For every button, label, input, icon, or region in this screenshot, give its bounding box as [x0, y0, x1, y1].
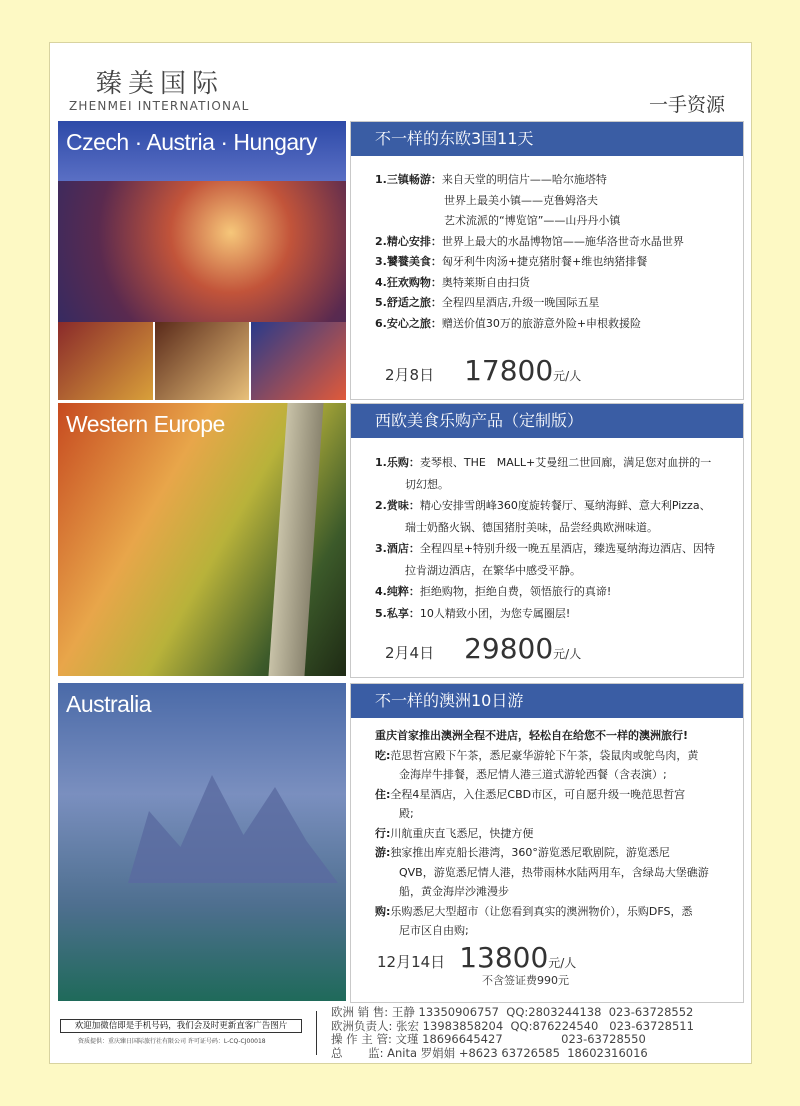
departure-date: 2月4日: [385, 644, 435, 662]
price-unit: 元/人: [553, 647, 582, 661]
logo-chinese: 臻美国际: [96, 69, 225, 99]
tour-card-eastern-europe: [350, 121, 744, 400]
list-item: 行:川航重庆直飞悉尼，快捷方便: [375, 826, 534, 840]
tagline: 一手资源: [648, 94, 725, 116]
price-line: [385, 354, 581, 387]
list-item: 游:独家推出库克船长港湾，360°游览悉尼歌剧院，游览悉尼: [375, 846, 670, 859]
prague-photo: [58, 121, 346, 400]
footer-divider: [316, 1011, 317, 1055]
price-line: [385, 632, 581, 665]
photo-title: Australia: [66, 691, 151, 717]
sydney-photo: [58, 683, 346, 1001]
list-item: 世界上最美小镇——克鲁姆洛夫: [444, 193, 598, 207]
list-item: 艺术流派的“博览馆”——山丹丹小镇: [444, 214, 621, 227]
contact-line: 欧洲 销 售: 王静 13350906757 QQ:2803244138 023-63728552: [331, 1005, 694, 1019]
list-item: 住:全程4星酒店，入住悉尼CBD市区，可自愿升级一晚范思哲宫: [375, 787, 686, 801]
list-item: 拉肯湖边酒店，在繁华中感受平静。: [405, 563, 581, 577]
price-amount: 13800: [459, 941, 549, 974]
list-item: 吃:范思哲宫殿下午茶，悉尼豪华游轮下午茶，袋鼠肉或鸵鸟肉，黄: [375, 748, 699, 762]
list-item: QVB，游览悉尼情人港，热带雨林水陆两用车，含绿岛大堡礁游: [399, 865, 709, 879]
price-unit: 元/人: [553, 369, 582, 383]
contact-list: [331, 1006, 694, 1060]
photo-title: Czech · Austria · Hungary: [66, 129, 317, 155]
visa-note: 不含签证费990元: [482, 974, 569, 987]
gift-photo-strip: [58, 322, 346, 400]
list-item: 1.三镇畅游：来自天堂的明信片——哈尔施塔特: [375, 173, 607, 186]
list-item: 船，黄金海岸沙滩漫步: [399, 885, 509, 898]
brochure-page: [49, 42, 752, 1064]
list-item: 2.精心安排：世界上最大的水晶博物馆——施华洛世奇水晶世界: [375, 234, 684, 248]
contact-line: 欧洲负责人: 张宏 13983858204 QQ:876224540 023-63728511: [331, 1018, 694, 1033]
list-item: 殿;: [399, 807, 414, 820]
tour-items: [351, 156, 743, 334]
price-amount: 29800: [464, 632, 554, 665]
contact-line: 操 作 主 管: 文瑾 18696645427 023-63728550: [331, 1032, 646, 1046]
list-item: 5.舒适之旅：全程四星酒店,升级一晚国际五星: [375, 296, 600, 309]
tour-title: 西欧美食乐购产品（定制版）: [351, 404, 743, 438]
contact-line: 总 监: Anita 罗娟娟 +8623 63726585 18602316016: [331, 1045, 648, 1060]
departure-date: 12月14日: [377, 953, 446, 971]
list-item: 3.饕餮美食：匈牙利牛肉汤+捷克猪肘餐+维也纳猪排餐: [375, 255, 648, 268]
tour-card-western-europe: [350, 403, 744, 678]
list-item: 尼市区自由购;: [399, 924, 469, 937]
tour-items: [351, 718, 743, 941]
departure-date: 2月8日: [385, 366, 435, 384]
list-item: 4.纯粹：拒绝购物，拒绝自费，领悟旅行的真谛!: [375, 585, 612, 598]
list-item: 瑞士奶酪火锅、德国猪肘美味，品尝经典欧洲味道。: [405, 520, 658, 534]
list-item: 购:乐购悉尼大型超市（让您看到真实的澳洲物价），乐购DFS，悉: [375, 904, 693, 918]
price-line: [377, 941, 576, 974]
list-item: 1.乐购：麦琴根、THE MALL+艾曼纽二世回廊，满足您对血拼的一: [375, 456, 712, 469]
tour-title: 不一样的澳洲10日游: [351, 684, 743, 718]
list-item: 4.狂欢购物：奥特莱斯自由扫货: [375, 275, 530, 289]
price-unit: 元/人: [548, 956, 577, 970]
western-europe-photo: [58, 403, 346, 676]
price-amount: 17800: [464, 354, 554, 387]
list-item: 2.赏味：精心安排雪朗峰360度旋转餐厅、戛纳海鲜、意大利Pizza、: [375, 499, 711, 512]
list-item: 6.安心之旅：赠送价值30万的旅游意外险+申根救援险: [375, 316, 642, 330]
tour-title: 不一样的东欧3国11天: [351, 122, 743, 156]
wechat-notice: 欢迎加微信即是手机号码，我们会及时更新直客广告图片: [60, 1019, 302, 1033]
logo-english: ZHENMEI INTERNATIONAL: [69, 99, 250, 113]
tour-intro: 重庆首家推出澳洲全程不进店，轻松自在给您不一样的澳洲旅行!: [375, 729, 689, 742]
tour-items: [351, 438, 743, 624]
tour-card-australia: [350, 683, 744, 1003]
license-info: 资质提供：重庆臻日国际旅行社有限公司 许可证号码：L-CQ-CJ00018: [78, 1038, 266, 1045]
list-item: 5.私享：10人精致小团，为您专属圈层!: [375, 606, 571, 620]
photo-title: Western Europe: [66, 411, 225, 437]
list-item: 切幻想。: [405, 477, 449, 491]
list-item: 3.酒店：全程四星+特别升级一晚五星酒店，臻选戛纳海边酒店、因特: [375, 542, 716, 555]
list-item: 金海岸牛排餐，悉尼情人港三道式游轮西餐（含表演）;: [399, 768, 667, 781]
